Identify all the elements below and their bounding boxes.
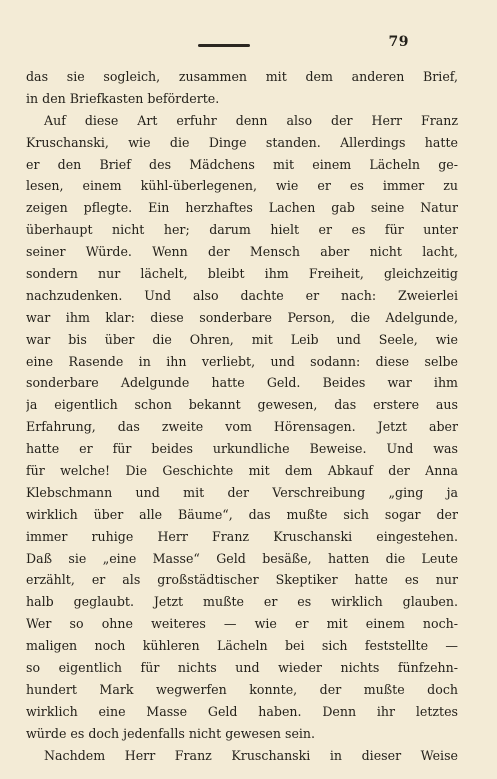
text-line: war ihm klar: diese sonderbare Person, die Adelgunde, bbox=[26, 309, 458, 325]
text-line: ja eigentlich schon bekannt gewesen, das erstere aus bbox=[26, 397, 458, 413]
text-line: Nachdem Herr Franz Kruschanski in dieser Weise bbox=[44, 747, 458, 763]
text-line: lesen, einem kühl-überlegenen, wie er es immer zu bbox=[26, 178, 458, 194]
text-line: Daß sie „eine Masse“ Geld besäße, hatten die Leute bbox=[26, 550, 458, 566]
text-line: für welche! Die Geschichte mit dem Abkauf der Anna bbox=[26, 463, 458, 479]
text-line: Wer so ohne weiteres — wie er mit einem noch- bbox=[26, 616, 458, 632]
text-line: hundert Mark wegwerfen konnte, der mußte doch bbox=[26, 681, 458, 697]
text-line: Klebschmann und mit der Verschreibung „ging ja bbox=[26, 484, 458, 500]
text-line: überhaupt nicht her; darum hielt er es für unter bbox=[26, 222, 458, 238]
text-line: erzählt, er als großstädtischer Skeptiker hatte es nur bbox=[26, 572, 458, 588]
text-line: das sie sogleich, zusammen mit dem anderen Brief, bbox=[26, 69, 458, 84]
text-line: zeigen pflegte. Ein herzhaftes Lachen gab seine Natur bbox=[26, 200, 458, 216]
body-text bbox=[26, 66, 458, 767]
text-line: er den Brief des Mädchens mit einem Lächeln ge- bbox=[26, 156, 458, 172]
text-line: hatte er für beides urkundliche Beweise. Und was bbox=[26, 441, 458, 457]
text-line: Auf diese Art erfuhr denn also der Herr Franz bbox=[44, 112, 458, 128]
text-line: halb geglaubt. Jetzt mußte er es wirklich glauben. bbox=[26, 594, 458, 610]
text-line: Kruschanski, wie die Dinge standen. Allerdings hatte bbox=[26, 134, 458, 150]
text-line: eine Rasende in ihn verliebt, und sodann: diese selbe bbox=[26, 353, 458, 369]
text-line: wirklich über alle Bäume“, das mußte sich sogar der bbox=[26, 506, 458, 522]
text-line: nachzudenken. Und also dachte er nach: Zweierlei bbox=[26, 287, 458, 303]
text-line: so eigentlich für nichts und wieder nichts fünfzehn- bbox=[26, 660, 458, 676]
header-ornament-rule bbox=[198, 44, 250, 47]
text-line: sondern nur lächelt, bleibt ihm Freiheit, gleichzeitig bbox=[26, 266, 458, 282]
text-line: würde es doch jedenfalls nicht gewesen sein. bbox=[26, 725, 316, 741]
text-line: wirklich eine Masse Geld haben. Denn ihr letztes bbox=[26, 703, 458, 719]
text-line: immer ruhige Herr Franz Kruschanski eingestehen. bbox=[26, 528, 458, 544]
text-line: Erfahrung, das zweite vom Hörensagen. Jetzt aber bbox=[26, 419, 458, 435]
page-number: 79 bbox=[388, 34, 409, 50]
text-line: war bis über die Ohren, mit Leib und Seele, wie bbox=[26, 331, 458, 347]
text-line: maligen noch kühleren Lächeln bei sich feststellte — bbox=[26, 638, 458, 654]
text-line: seiner Würde. Wenn der Mensch aber nicht lacht, bbox=[26, 244, 458, 260]
text-line: sonderbare Adelgunde hatte Geld. Beides war ihm bbox=[26, 375, 458, 391]
text-line: in den Briefkasten beförderte. bbox=[26, 90, 220, 106]
